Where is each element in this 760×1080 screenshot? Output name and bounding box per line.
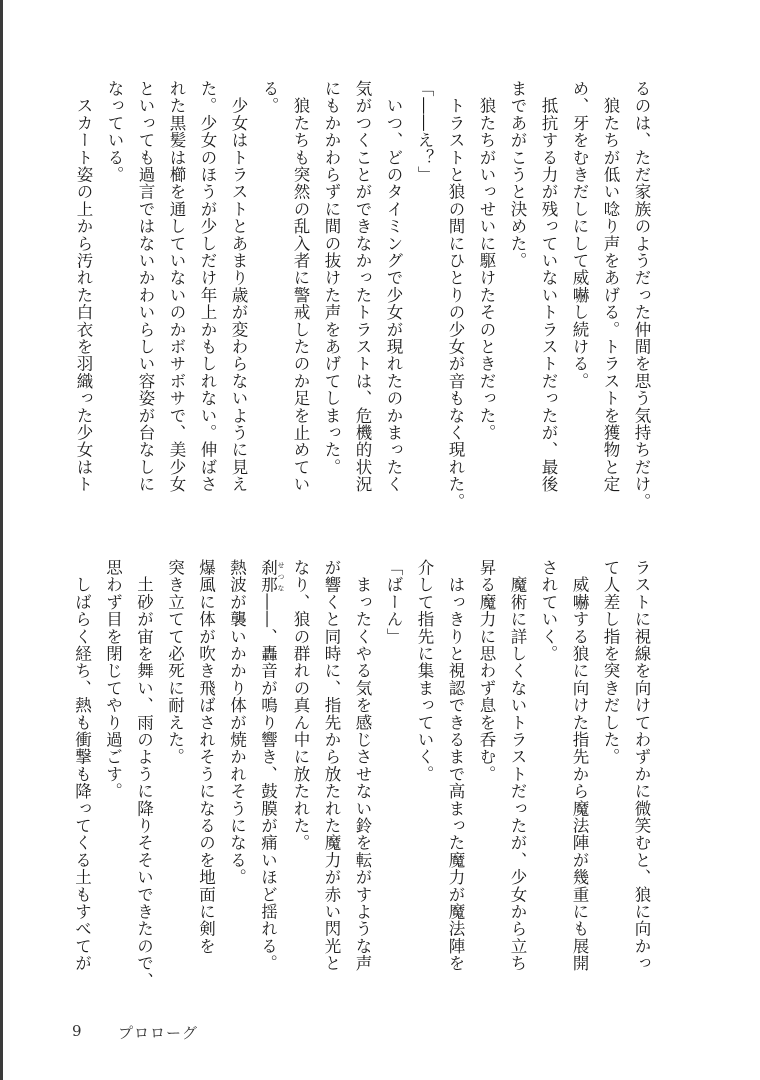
ruby-line-rest: ――、轟音が鳴り響き、鼓膜が痛いほど揺れる。 <box>258 593 278 972</box>
text-column: といっても過言ではないかわいらしい容姿が台なしに <box>136 80 155 493</box>
text-column: め、牙をむきだしにして威嚇し続ける。 <box>570 80 589 390</box>
page-edge-border <box>0 0 3 1080</box>
text-column: にもかかわらずに間の抜けた声をあげてしまった。 <box>322 80 341 476</box>
ruby-base: 刹那 <box>258 559 278 594</box>
text-column: 熱波が襲いかかり体が焼かれそうになる。 <box>227 559 247 886</box>
text-column: が響くと同時に、指先から放たれた魔力が赤い閃光と <box>322 559 341 972</box>
text-column: 狼たちが低い唸り声をあげる。トラストを獲物と定 <box>601 80 620 493</box>
text-block-bottom <box>67 559 658 995</box>
page-number: 9 <box>72 1022 82 1040</box>
text-block-top <box>68 80 657 516</box>
text-column: 爆風に体が吹き飛ばされそうになるのを地面に剣を <box>196 559 216 955</box>
text-column: されていく。 <box>539 559 558 663</box>
text-column: 抵抗する力が残っていないトラストだったが、最後 <box>539 80 558 493</box>
text-column: しばらく経ち、熱も衝撃も降ってくる土もすべてが <box>72 559 92 972</box>
text-column: る。 <box>260 80 279 115</box>
text-column: 狼たちも突然の乱入者に警戒したのか足を止めてい <box>291 80 310 493</box>
text-column: 突き立てて必死に耐えた。 <box>165 559 185 766</box>
chapter-title: プロローグ <box>118 1024 199 1042</box>
text-column: 威嚇する狼に向けた指先から魔法陣が幾重にも展開 <box>570 559 589 972</box>
text-column: 「ばーん」 <box>384 559 403 645</box>
text-column: 少女はトラストとあまり歳が変わらないように見え <box>229 80 248 493</box>
text-column: なり、狼の群れの真ん中に放たれた。 <box>291 559 310 852</box>
text-column: 思わず目を閉じてやり過ごす。 <box>103 559 123 800</box>
text-column: いつ、どのタイミングで少女が現れたのかまったく <box>384 80 403 493</box>
text-column: トラストと狼の間にひとりの少女が音もなく現れた。 <box>446 80 465 510</box>
ruby-word <box>258 559 285 594</box>
text-column: るのは、ただ家族のようだった仲間を思う気持ちだけ。 <box>632 80 651 510</box>
text-column: まったくやる気を感じさせない鈴を転がすような声 <box>353 559 372 972</box>
text-column: はっきりと視認できるまで高まった魔力が魔法陣を <box>446 559 465 972</box>
text-column: 昇る魔力に思わず息を呑む。 <box>477 559 496 783</box>
text-column: 土砂が宙を舞い、雨のように降りそそいできたので、 <box>134 559 154 989</box>
text-column: た。少女のほうが少しだけ年上かもしれない。伸ばさ <box>198 80 217 493</box>
text-column: 気がつくことができなかったトラストは、危機的状況 <box>353 80 372 493</box>
text-column: れた黒髪は櫛を通していないのかボサボサで、美少女 <box>167 80 186 493</box>
text-column: 「――え？」 <box>415 80 434 184</box>
ruby-reading: せつな <box>277 559 285 594</box>
text-column: なっている。 <box>105 80 124 184</box>
text-column: 介して指先に集まっていく。 <box>415 559 434 783</box>
text-column: まであがこうと決めた。 <box>508 80 527 270</box>
text-column-ruby <box>253 559 286 995</box>
text-column: 狼たちがいっせいに駆けたそのときだった。 <box>477 80 496 442</box>
text-column: ラストに視線を向けてわずかに微笑むと、狼に向かっ <box>632 559 651 972</box>
text-column: スカート姿の上から汚れた白衣を羽織った少女はト <box>74 80 93 493</box>
text-column: 魔術に詳しくないトラストだったが、少女から立ち <box>508 559 527 972</box>
text-column: て人差し指を突きだした。 <box>601 559 620 766</box>
